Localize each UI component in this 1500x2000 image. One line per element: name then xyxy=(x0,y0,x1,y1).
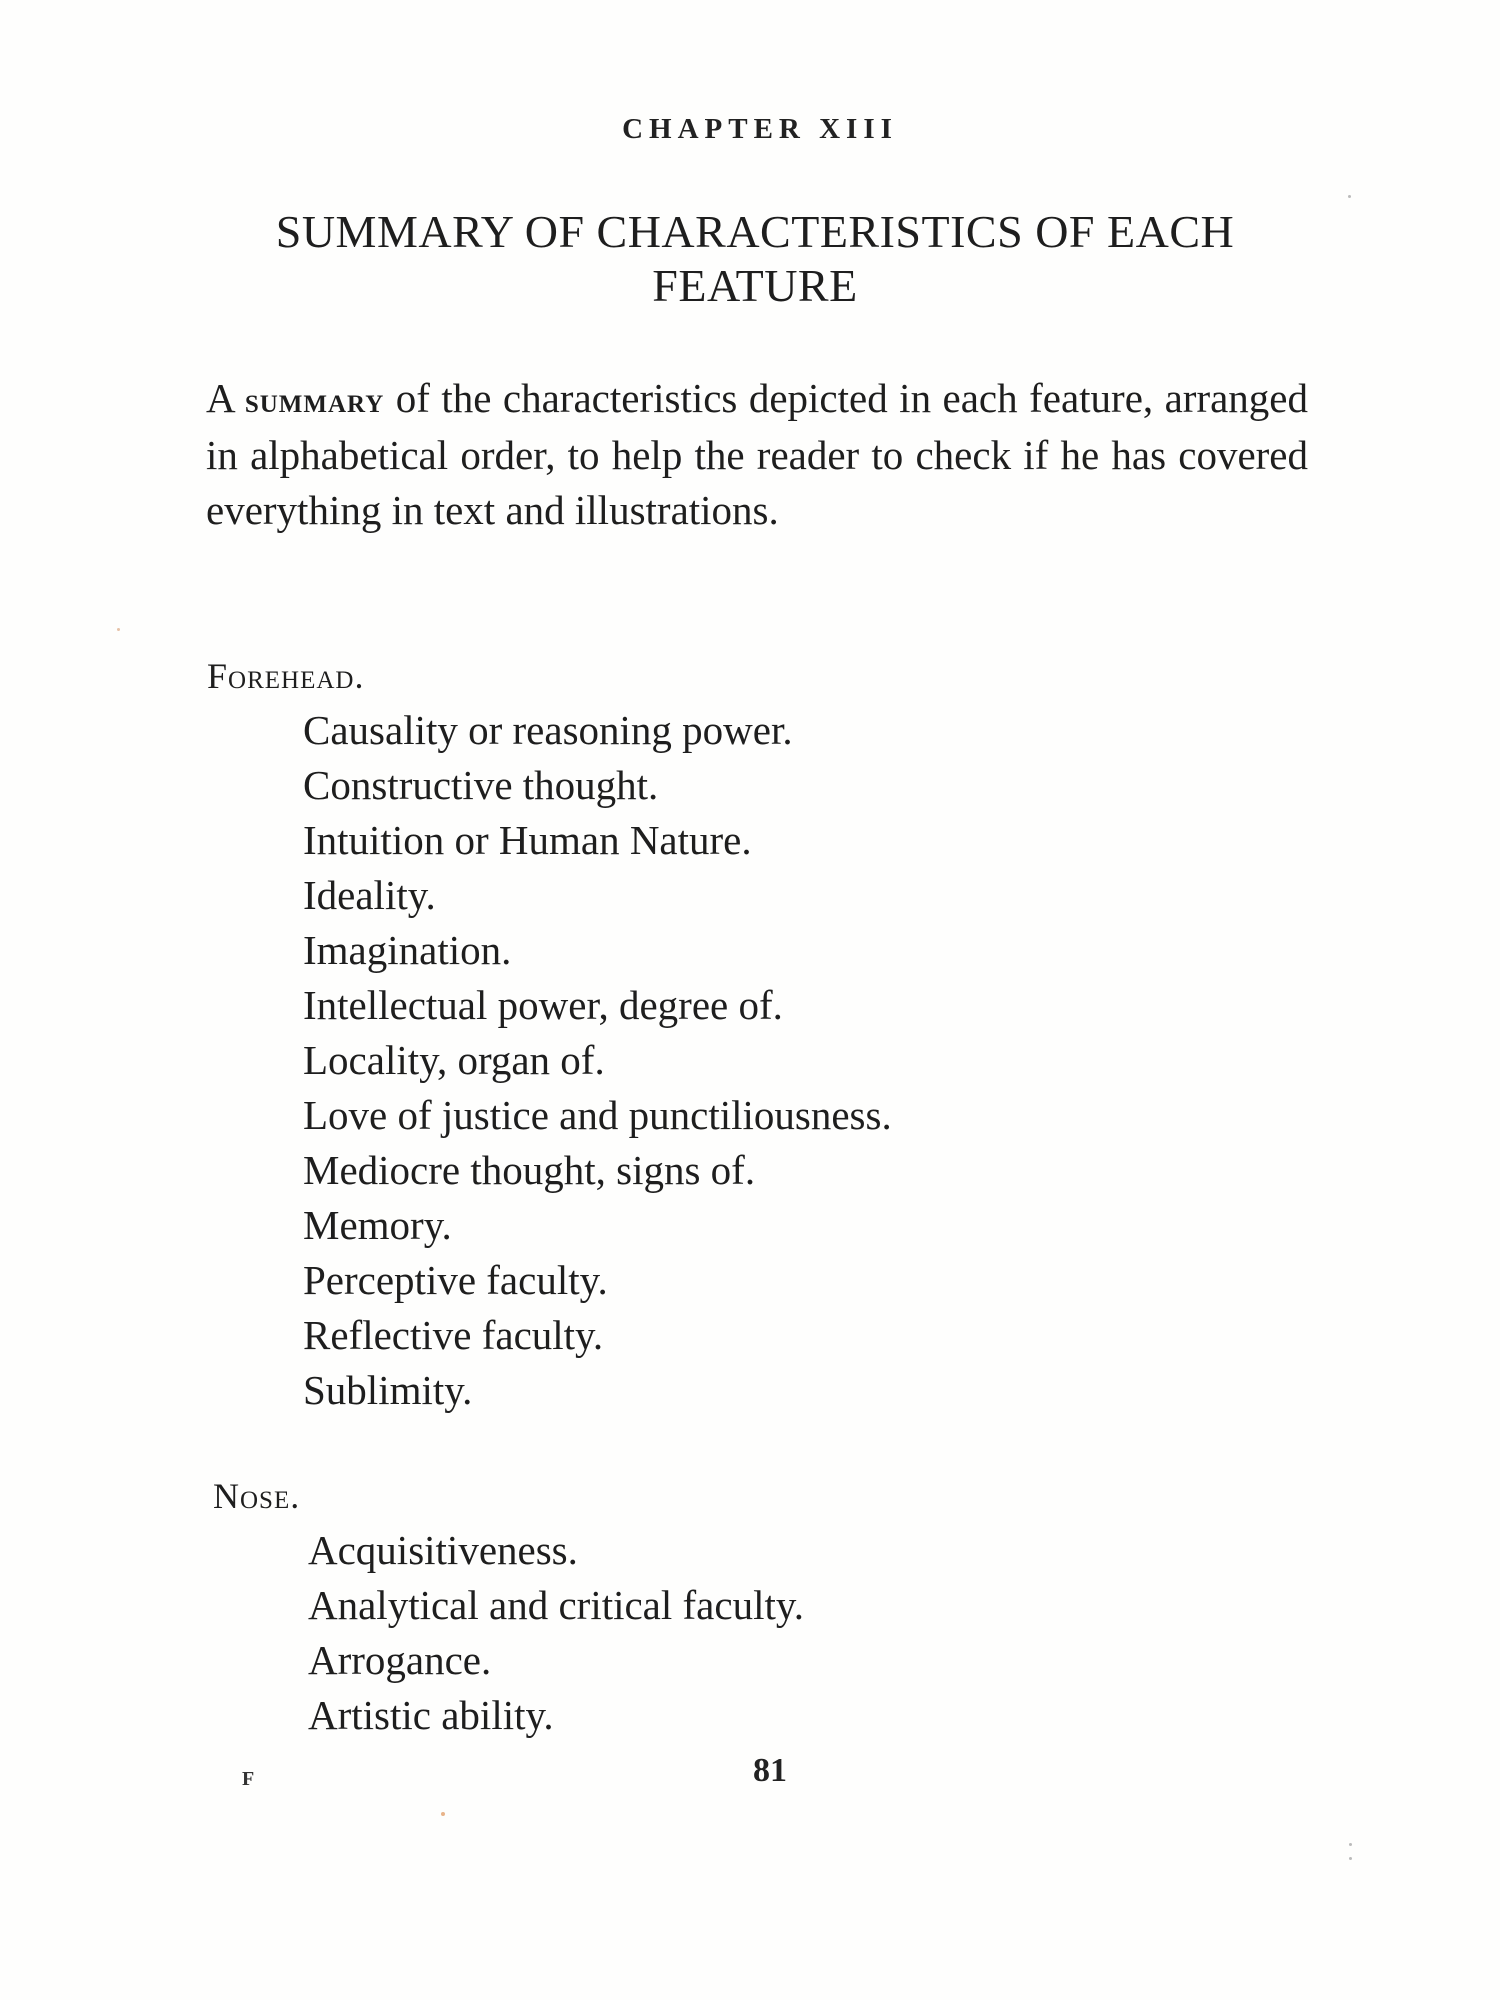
page-number: 81 xyxy=(753,1752,787,1789)
list-item: Love of justice and punctiliousness. xyxy=(303,1092,892,1138)
section-heading-nose: Nose. xyxy=(213,1476,301,1516)
list-item: Locality, organ of. xyxy=(303,1037,605,1083)
list-item: Constructive thought. xyxy=(303,762,659,808)
list-item: Intuition or Human Nature. xyxy=(303,817,752,863)
chapter-label: CHAPTER XIII xyxy=(622,113,898,145)
list-item: Arrogance. xyxy=(308,1637,492,1683)
intro-lead: A xyxy=(206,375,234,421)
list-item: Acquisitiveness. xyxy=(308,1527,578,1573)
list-item: Intellectual power, degree of. xyxy=(303,982,783,1028)
list-item: Causality or reasoning power. xyxy=(303,707,793,753)
intro-lead-smallcaps: summary xyxy=(244,380,385,420)
list-item: Ideality. xyxy=(303,872,436,918)
list-item: Imagination. xyxy=(303,927,512,973)
list-item: Sublimity. xyxy=(303,1367,473,1413)
intro-text: of the characteristics depicted in each feature, arranged in alphabetical order, to help the reader to check if he has covered everything in text and illustrations. xyxy=(206,375,1309,533)
intro-paragraph xyxy=(206,371,1308,538)
section-heading-forehead: Forehead. xyxy=(207,656,365,696)
forehead-item-list xyxy=(303,703,892,1418)
list-item: Mediocre thought, signs of. xyxy=(303,1147,756,1193)
paper-speck xyxy=(441,1812,445,1816)
list-item: Perceptive faculty. xyxy=(303,1257,608,1303)
signature-mark: F xyxy=(242,1768,255,1790)
paper-speck xyxy=(1348,195,1351,198)
paper-speck xyxy=(1349,1857,1352,1860)
list-item: Memory. xyxy=(303,1202,452,1248)
nose-item-list xyxy=(308,1523,804,1743)
paper-speck xyxy=(1349,1843,1352,1846)
list-item: Analytical and critical faculty. xyxy=(308,1582,804,1628)
list-item: Reflective faculty. xyxy=(303,1312,604,1358)
paper-speck xyxy=(117,628,120,631)
chapter-title: SUMMARY OF CHARACTERISTICS OF EACH FEATURE xyxy=(275,206,1235,311)
list-item: Artistic ability. xyxy=(308,1692,554,1738)
